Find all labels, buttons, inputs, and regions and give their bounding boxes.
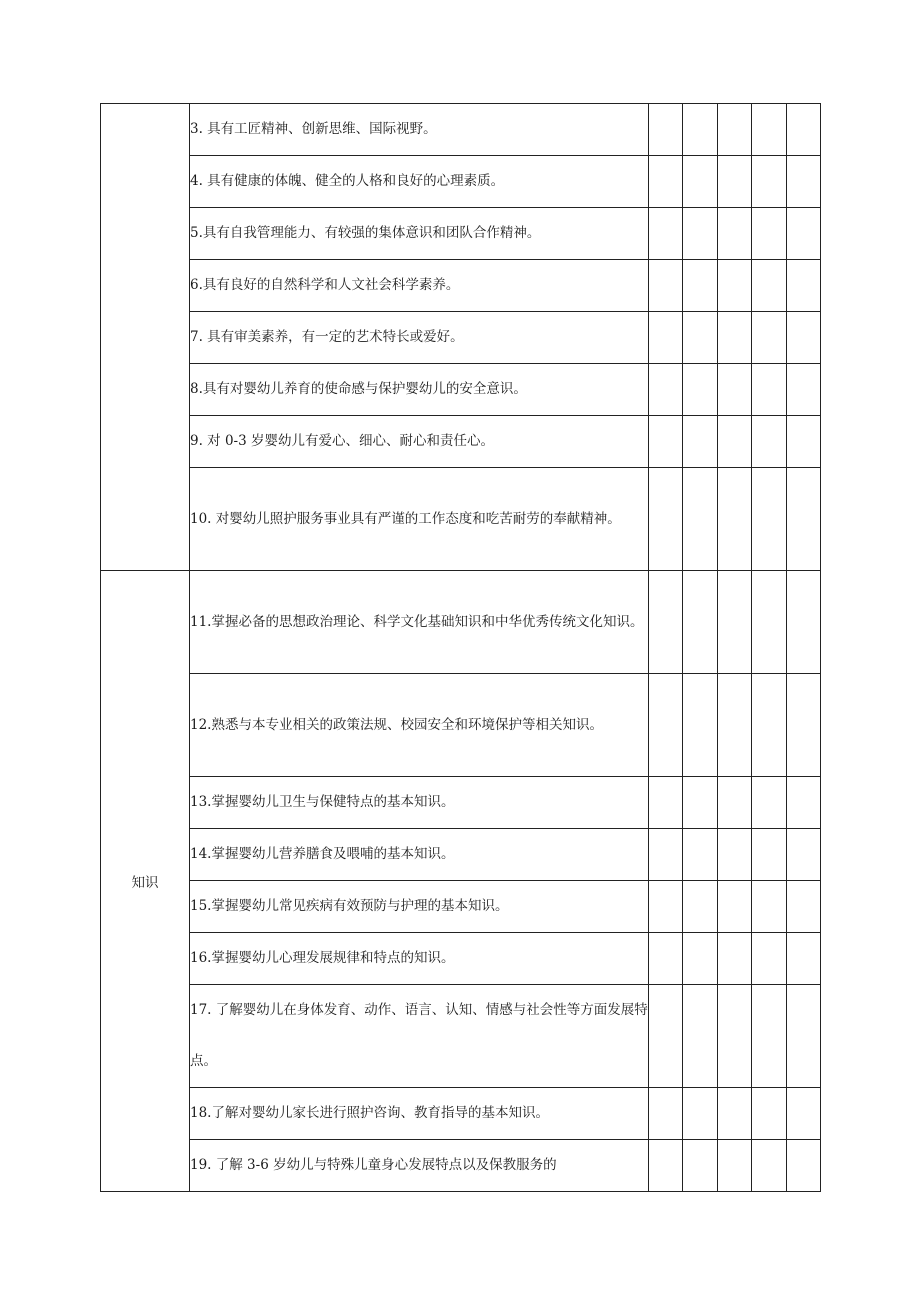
- table-row: [101, 468, 821, 571]
- check-cell[interactable]: [649, 829, 683, 881]
- table-row: [101, 260, 821, 312]
- check-cell[interactable]: [649, 208, 683, 260]
- check-cell[interactable]: [786, 468, 820, 571]
- requirement-cell: 16.掌握婴幼儿心理发展规律和特点的知识。: [190, 933, 649, 985]
- check-cell[interactable]: [717, 571, 751, 674]
- check-cell[interactable]: [683, 364, 717, 416]
- check-cell[interactable]: [786, 208, 820, 260]
- check-cell[interactable]: [683, 416, 717, 468]
- check-cell[interactable]: [683, 1140, 717, 1192]
- check-cell[interactable]: [649, 468, 683, 571]
- category-cell: 知识: [101, 571, 190, 1192]
- check-cell[interactable]: [649, 364, 683, 416]
- check-cell[interactable]: [752, 312, 786, 364]
- check-cell[interactable]: [683, 468, 717, 571]
- table-row: [101, 777, 821, 829]
- table-row: [101, 364, 821, 416]
- check-cell[interactable]: [752, 985, 786, 1088]
- check-cell[interactable]: [683, 260, 717, 312]
- check-cell[interactable]: [649, 985, 683, 1088]
- check-cell[interactable]: [752, 416, 786, 468]
- check-cell[interactable]: [683, 208, 717, 260]
- check-cell[interactable]: [683, 674, 717, 777]
- check-cell[interactable]: [717, 208, 751, 260]
- check-cell[interactable]: [717, 777, 751, 829]
- check-cell[interactable]: [752, 777, 786, 829]
- check-cell[interactable]: [683, 985, 717, 1088]
- check-cell[interactable]: [717, 933, 751, 985]
- requirements-table: [100, 103, 821, 1192]
- check-cell[interactable]: [717, 104, 751, 156]
- check-cell[interactable]: [683, 881, 717, 933]
- check-cell[interactable]: [786, 312, 820, 364]
- requirement-cell: 11.掌握必备的思想政治理论、科学文化基础知识和中华优秀传统文化知识。: [190, 571, 649, 674]
- requirement-cell: 19. 了解 3-6 岁幼儿与特殊儿童身心发展特点以及保教服务的: [190, 1140, 649, 1192]
- check-cell[interactable]: [786, 260, 820, 312]
- table-row: [101, 416, 821, 468]
- check-cell[interactable]: [649, 104, 683, 156]
- check-cell[interactable]: [752, 364, 786, 416]
- check-cell[interactable]: [786, 674, 820, 777]
- check-cell[interactable]: [683, 1088, 717, 1140]
- check-cell[interactable]: [717, 364, 751, 416]
- check-cell[interactable]: [717, 156, 751, 208]
- check-cell[interactable]: [649, 1140, 683, 1192]
- check-cell[interactable]: [649, 881, 683, 933]
- check-cell[interactable]: [717, 1088, 751, 1140]
- requirement-cell: 14.掌握婴幼儿营养膳食及喂哺的基本知识。: [190, 829, 649, 881]
- table-row: [101, 933, 821, 985]
- requirement-cell: 18.了解对婴幼儿家长进行照护咨询、教育指导的基本知识。: [190, 1088, 649, 1140]
- check-cell[interactable]: [786, 364, 820, 416]
- check-cell[interactable]: [717, 416, 751, 468]
- check-cell[interactable]: [717, 312, 751, 364]
- check-cell[interactable]: [786, 777, 820, 829]
- requirement-cell: 12.熟悉与本专业相关的政策法规、校园安全和环境保护等相关知识。: [190, 674, 649, 777]
- requirement-cell: 4. 具有健康的体魄、健全的人格和良好的心理素质。: [190, 156, 649, 208]
- check-cell[interactable]: [786, 933, 820, 985]
- check-cell[interactable]: [752, 674, 786, 777]
- check-cell[interactable]: [786, 985, 820, 1088]
- check-cell[interactable]: [786, 571, 820, 674]
- check-cell[interactable]: [717, 1140, 751, 1192]
- check-cell[interactable]: [752, 829, 786, 881]
- table-row: [101, 1140, 821, 1192]
- check-cell[interactable]: [649, 777, 683, 829]
- check-cell[interactable]: [649, 1088, 683, 1140]
- check-cell[interactable]: [649, 674, 683, 777]
- requirement-cell: 5.具有自我管理能力、有较强的集体意识和团队合作精神。: [190, 208, 649, 260]
- table-row: [101, 208, 821, 260]
- check-cell[interactable]: [683, 312, 717, 364]
- check-cell[interactable]: [649, 571, 683, 674]
- check-cell[interactable]: [683, 156, 717, 208]
- check-cell[interactable]: [752, 1140, 786, 1192]
- check-cell[interactable]: [649, 156, 683, 208]
- check-cell[interactable]: [717, 829, 751, 881]
- table-row: [101, 156, 821, 208]
- table-row: [101, 1088, 821, 1140]
- check-cell[interactable]: [752, 1088, 786, 1140]
- check-cell[interactable]: [786, 829, 820, 881]
- check-cell[interactable]: [649, 416, 683, 468]
- check-cell[interactable]: [752, 260, 786, 312]
- check-cell[interactable]: [752, 104, 786, 156]
- check-cell[interactable]: [683, 104, 717, 156]
- check-cell[interactable]: [649, 312, 683, 364]
- check-cell[interactable]: [786, 104, 820, 156]
- requirement-cell: 15.掌握婴幼儿常见疾病有效预防与护理的基本知识。: [190, 881, 649, 933]
- check-cell[interactable]: [683, 777, 717, 829]
- check-cell[interactable]: [717, 468, 751, 571]
- check-cell[interactable]: [786, 416, 820, 468]
- check-cell[interactable]: [683, 571, 717, 674]
- check-cell[interactable]: [752, 881, 786, 933]
- table-row: [101, 104, 821, 156]
- table-row: [101, 571, 821, 674]
- check-cell[interactable]: [717, 260, 751, 312]
- check-cell[interactable]: [752, 468, 786, 571]
- check-cell[interactable]: [717, 985, 751, 1088]
- requirement-cell: 10. 对婴幼儿照护服务事业具有严谨的工作态度和吃苦耐劳的奉献精神。: [190, 468, 649, 571]
- requirement-cell: 8.具有对婴幼儿养育的使命感与保护婴幼儿的安全意识。: [190, 364, 649, 416]
- requirement-cell: 17. 了解婴幼儿在身体发育、动作、语言、认知、情感与社会性等方面发展特点。: [190, 985, 649, 1088]
- check-cell[interactable]: [717, 674, 751, 777]
- table-row: [101, 829, 821, 881]
- table-row: [101, 881, 821, 933]
- table-row: [101, 674, 821, 777]
- requirement-cell: 9. 对 0-3 岁婴幼儿有爱心、细心、耐心和责任心。: [190, 416, 649, 468]
- requirement-cell: 7. 具有审美素养，有一定的艺术特长或爱好。: [190, 312, 649, 364]
- check-cell[interactable]: [649, 260, 683, 312]
- check-cell[interactable]: [786, 1140, 820, 1192]
- check-cell[interactable]: [717, 881, 751, 933]
- check-cell[interactable]: [786, 881, 820, 933]
- table-row: [101, 985, 821, 1088]
- check-cell[interactable]: [752, 208, 786, 260]
- check-cell[interactable]: [786, 1088, 820, 1140]
- check-cell[interactable]: [649, 933, 683, 985]
- check-cell[interactable]: [752, 933, 786, 985]
- check-cell[interactable]: [752, 156, 786, 208]
- requirement-cell: 6.具有良好的自然科学和人文社会科学素养。: [190, 260, 649, 312]
- check-cell[interactable]: [683, 933, 717, 985]
- requirement-cell: 13.掌握婴幼儿卫生与保健特点的基本知识。: [190, 777, 649, 829]
- check-cell[interactable]: [752, 571, 786, 674]
- check-cell[interactable]: [786, 156, 820, 208]
- table-row: [101, 312, 821, 364]
- requirement-cell: 3. 具有工匠精神、创新思维、国际视野。: [190, 104, 649, 156]
- category-cell: [101, 104, 190, 571]
- check-cell[interactable]: [683, 829, 717, 881]
